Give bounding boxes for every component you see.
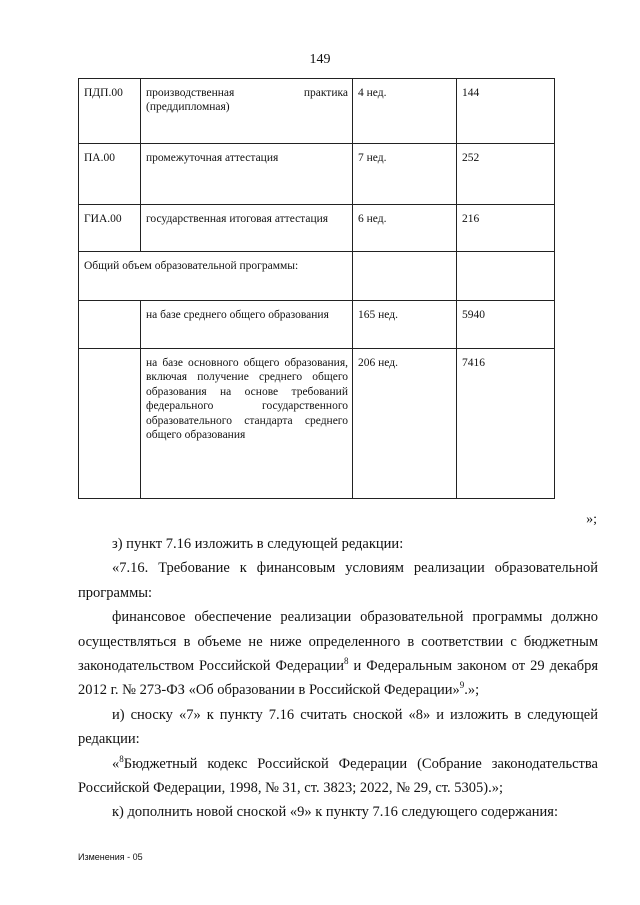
cell-code-empty: [79, 349, 141, 499]
cell-name: промежуточная аттестация: [141, 144, 353, 205]
paragraph-text: Бюджетный кодекс Российской Федерации (Собрание законодательства Российской Федерации, 1998, № 31, ст. 3823; 2022, № 29, ст. 5305).»;: [78, 755, 598, 797]
cell-code: ПДП.00: [79, 79, 141, 144]
paragraph: к) дополнить новой сноской «9» к пункту 7.16 следующего содержания:: [112, 804, 558, 821]
table-row: [79, 79, 555, 144]
cell-weeks: 165 нед.: [353, 301, 457, 349]
paragraph-text: финансовое обеспечение реализации образовательной программы должно осуществляться в объеме не ниже определенного в соответствии с бюджетным законодательством Российской Федерации: [78, 609, 598, 675]
footnote-ref: 9: [459, 680, 465, 691]
cell-hours: 252: [457, 144, 555, 205]
cell-name: производственная практика (преддипломная): [141, 79, 353, 144]
paragraph: [78, 605, 598, 703]
table-row: [79, 205, 555, 252]
paragraph-text: .»;: [464, 682, 480, 699]
curriculum-table: [78, 78, 555, 499]
cell-code: ГИА.00: [79, 205, 141, 252]
table-row-total: [79, 252, 555, 301]
cell-hours: 144: [457, 79, 555, 144]
page-number: 149: [309, 52, 331, 67]
closing-quote: »;: [586, 512, 597, 527]
cell-hours: 216: [457, 205, 555, 252]
total-label: Общий объем образовательной программы:: [79, 252, 353, 301]
cell-name: на базе основного общего образования, включая получение среднего общего образования на основе требований федерального государственного образовательного стандарта среднего общего образования: [141, 349, 353, 499]
table-row: [79, 349, 555, 499]
footnote-ref: 8: [119, 753, 124, 764]
amendment-text: [78, 532, 598, 825]
cell-name: государственная итоговая аттестация: [141, 205, 353, 252]
cell-hours: 7416: [457, 349, 555, 499]
cell-hours: 5940: [457, 301, 555, 349]
paragraph: [78, 752, 598, 801]
cell-weeks: 7 нед.: [353, 144, 457, 205]
paragraph-text: «: [112, 755, 120, 772]
paragraph: з) пункт 7.16 изложить в следующей редакции:: [112, 536, 404, 552]
table-row: [79, 301, 555, 349]
paragraph: и) сноску «7» к пункту 7.16 считать сноской «8» и изложить в следующей редакции:: [78, 706, 598, 748]
footnote-ref: 8: [343, 656, 349, 667]
paragraph-text: и Федеральным законом от 29 декабря 2012 г. № 273-ФЗ «Об образовании в Российской Федерации»: [78, 658, 598, 699]
cell-weeks: 206 нед.: [353, 349, 457, 499]
cell-name: на базе среднего общего образования: [141, 301, 353, 349]
table-row: [79, 144, 555, 205]
cell-code-empty: [79, 301, 141, 349]
cell-weeks-empty: [353, 252, 457, 301]
cell-weeks: 4 нед.: [353, 79, 457, 144]
paragraph: «7.16. Требование к финансовым условиям реализации образовательной программы:: [78, 560, 598, 601]
cell-code: ПА.00: [79, 144, 141, 205]
cell-hours-empty: [457, 252, 555, 301]
cell-weeks: 6 нед.: [353, 205, 457, 252]
footer-note: Изменения - 05: [78, 852, 143, 862]
